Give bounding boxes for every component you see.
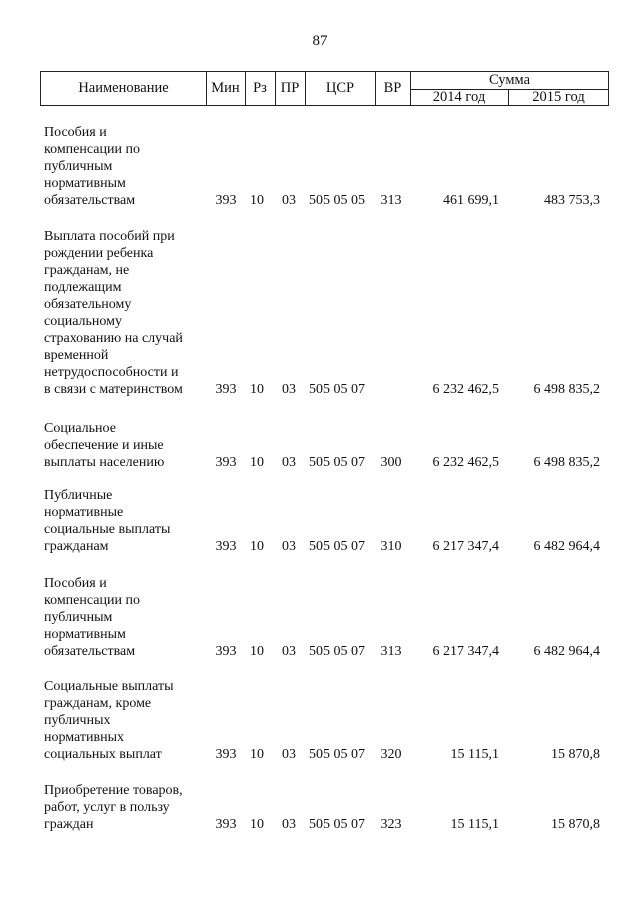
pr-cell: 03 — [282, 817, 296, 832]
sum-2015-cell: 15 870,8 — [551, 817, 600, 832]
pr-cell: 03 — [282, 193, 296, 208]
table-header — [40, 71, 609, 106]
header-2014: 2014 год — [432, 89, 486, 105]
sum-2015-cell: 6 498 835,2 — [533, 382, 600, 397]
header-csr: ЦСР — [325, 80, 355, 96]
sum-2014-cell: 6 232 462,5 — [432, 382, 499, 397]
min-cell: 393 — [215, 382, 237, 397]
row-name: Приобретение товаров, работ, услуг в пользу граждан — [44, 783, 183, 832]
sum-2015-cell: 483 753,3 — [544, 193, 600, 208]
csr-cell: 505 05 05 — [309, 193, 365, 208]
row-name: Пособия и компенсации по публичным нормативным обязательствам — [44, 576, 140, 659]
rz-cell: 10 — [250, 193, 264, 208]
vr-cell: 323 — [380, 817, 402, 832]
vr-cell: 313 — [380, 644, 402, 659]
header-rz: Рз — [253, 80, 267, 96]
pr-cell: 03 — [282, 455, 296, 470]
rz-cell: 10 — [250, 539, 264, 554]
header-pr: ПР — [280, 80, 300, 96]
row-name: Публичные нормативные социальные выплаты гражданам — [44, 488, 171, 554]
vr-cell: 320 — [380, 747, 402, 762]
header-min: Мин — [211, 80, 240, 96]
min-cell: 393 — [215, 455, 237, 470]
pr-cell: 03 — [282, 539, 296, 554]
min-cell: 393 — [215, 193, 237, 208]
sum-2015-cell: 15 870,8 — [551, 747, 600, 762]
sum-2014-cell: 6 217 347,4 — [432, 539, 499, 554]
header-name: Наименование — [78, 80, 169, 96]
row-name: Выплата пособий при рождении ребенка гражданам, не подлежащим обязательному социальному страхованию на случай временной нетрудоспособности и в связи с материнством — [44, 229, 183, 397]
row-name: Социальное обеспечение и иные выплаты населению — [44, 421, 165, 470]
header-vr: ВР — [383, 80, 402, 96]
rz-cell: 10 — [250, 644, 264, 659]
row-name: Пособия и компенсации по публичным нормативным обязательствам — [44, 125, 140, 208]
sum-2014-cell: 15 115,1 — [450, 747, 499, 762]
csr-cell: 505 05 07 — [309, 382, 365, 397]
row-name: Социальные выплаты гражданам, кроме публичных нормативных социальных выплат — [44, 679, 174, 762]
csr-cell: 505 05 07 — [309, 644, 365, 659]
pr-cell: 03 — [282, 382, 296, 397]
min-cell: 393 — [215, 644, 237, 659]
sum-2015-cell: 6 482 964,4 — [533, 539, 600, 554]
header-sum: Сумма — [488, 72, 531, 88]
sum-2014-cell: 461 699,1 — [443, 193, 499, 208]
min-cell: 393 — [215, 747, 237, 762]
vr-cell: 310 — [380, 539, 402, 554]
sum-2015-cell: 6 482 964,4 — [533, 644, 600, 659]
csr-cell: 505 05 07 — [309, 747, 365, 762]
min-cell: 393 — [215, 539, 237, 554]
rz-cell: 10 — [250, 747, 264, 762]
rz-cell: 10 — [250, 817, 264, 832]
csr-cell: 505 05 07 — [309, 455, 365, 470]
min-cell: 393 — [215, 817, 237, 832]
page-number: 87 — [312, 33, 328, 49]
csr-cell: 505 05 07 — [309, 817, 365, 832]
rz-cell: 10 — [250, 455, 264, 470]
sum-2014-cell: 6 232 462,5 — [432, 455, 499, 470]
sum-2015-cell: 6 498 835,2 — [533, 455, 600, 470]
vr-cell: 313 — [380, 193, 402, 208]
header-2015: 2015 год — [532, 89, 585, 105]
pr-cell: 03 — [282, 644, 296, 659]
rz-cell: 10 — [250, 382, 264, 397]
sum-2014-cell: 15 115,1 — [450, 817, 499, 832]
csr-cell: 505 05 07 — [309, 539, 365, 554]
vr-cell: 300 — [380, 455, 402, 470]
pr-cell: 03 — [282, 747, 296, 762]
sum-2014-cell: 6 217 347,4 — [432, 644, 499, 659]
